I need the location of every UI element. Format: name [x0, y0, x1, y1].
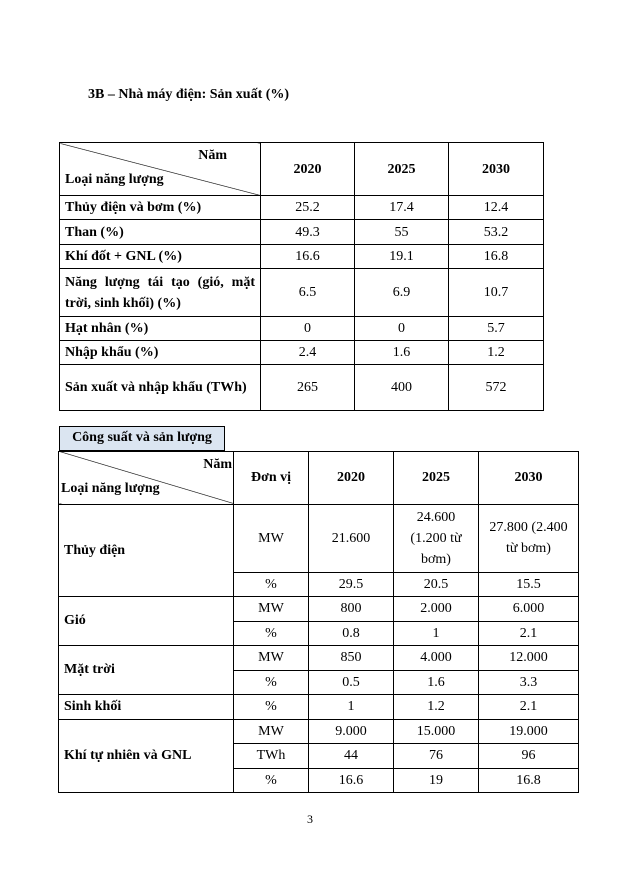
table-cell: 12.4 — [449, 196, 544, 220]
table-cell: 16.8 — [449, 245, 544, 269]
group-label: Mặt trời — [59, 645, 234, 694]
group-label: Gió — [59, 596, 234, 645]
diagonal-header-cell — [60, 143, 261, 196]
table-cell: 53.2 — [449, 220, 544, 245]
table-row — [59, 596, 579, 621]
header-type-label: Loại năng lượng — [61, 480, 160, 496]
table-cell: 3.3 — [479, 670, 579, 694]
table-cell: 29.5 — [309, 572, 394, 596]
unit-cell: MW — [234, 596, 309, 621]
year-header: 2020 — [309, 451, 394, 504]
table-cell: 2.1 — [479, 694, 579, 719]
table-cell: 1 — [309, 694, 394, 719]
table-cell: 15.000 — [394, 719, 479, 743]
row-label: Hạt nhân (%) — [60, 317, 261, 341]
year-header: 2030 — [449, 143, 544, 196]
capacity-output-table — [58, 427, 579, 793]
table-cell: 17.4 — [355, 196, 449, 220]
table-cell: 25.2 — [261, 196, 355, 220]
row-label: Thủy điện và bơm (%) — [60, 196, 261, 220]
table-cell: 10.7 — [449, 269, 544, 317]
row-label: Năng lượng tái tạo (gió, mặt trời, sinh khối) (%) — [60, 269, 261, 317]
table-cell: 850 — [309, 645, 394, 670]
table-cell: 800 — [309, 596, 394, 621]
table-row — [60, 196, 544, 220]
header-type-label: Loại năng lượng — [65, 172, 164, 187]
table-cell: 2.4 — [261, 341, 355, 365]
section-title: 3B – Nhà máy điện: Sản xuất (%) — [88, 87, 290, 102]
unit-cell: % — [234, 621, 309, 645]
table-cell: 9.000 — [309, 719, 394, 743]
table-row — [59, 504, 579, 572]
table-row — [60, 365, 544, 411]
table-cell: 15.5 — [479, 572, 579, 596]
table-header-row — [59, 451, 579, 504]
unit-cell: MW — [234, 645, 309, 670]
unit-cell: % — [234, 694, 309, 719]
table-cell: 2.000 — [394, 596, 479, 621]
table-row — [60, 220, 544, 245]
diagonal-header-cell — [59, 451, 234, 504]
table-cell: 1 — [394, 621, 479, 645]
table-cell: 6.9 — [355, 269, 449, 317]
table-cell: 4.000 — [394, 645, 479, 670]
table-cell: 19.1 — [355, 245, 449, 269]
table-cell: 55 — [355, 220, 449, 245]
table-row — [60, 269, 544, 317]
row-label: Sản xuất và nhập khẩu (TWh) — [60, 365, 261, 411]
table-cell: 0.8 — [309, 621, 394, 645]
table-cell: 16.8 — [479, 768, 579, 792]
table-row — [59, 645, 579, 670]
table-cell: 12.000 — [479, 645, 579, 670]
table-row — [60, 341, 544, 365]
year-header: 2020 — [261, 143, 355, 196]
unit-cell: % — [234, 670, 309, 694]
table-row — [59, 719, 579, 743]
table-cell: 19.000 — [479, 719, 579, 743]
table-row — [59, 694, 579, 719]
table-cell: 1.6 — [394, 670, 479, 694]
row-label: Khí đốt + GNL (%) — [60, 245, 261, 269]
table-cell: 1.2 — [449, 341, 544, 365]
table-cell: 44 — [309, 743, 394, 768]
table-row — [60, 317, 544, 341]
year-header: 2025 — [355, 143, 449, 196]
table-cell: 2.1 — [479, 621, 579, 645]
page-number: 3 — [307, 812, 313, 826]
year-header: 2030 — [479, 451, 579, 504]
group-label: Thủy điện — [59, 504, 234, 596]
table-cell: 49.3 — [261, 220, 355, 245]
table-cell: 1.2 — [394, 694, 479, 719]
table-cell: 16.6 — [261, 245, 355, 269]
production-share-table — [59, 142, 544, 411]
table-caption: Công suất và sản lượng — [59, 426, 225, 451]
row-label: Nhập khẩu (%) — [60, 341, 261, 365]
table-cell: 0 — [261, 317, 355, 341]
table-cell: 21.600 — [309, 504, 394, 572]
table-cell: 27.800 (2.400 từ bơm) — [479, 504, 579, 572]
unit-cell: MW — [234, 719, 309, 743]
group-label: Sinh khối — [59, 694, 234, 719]
table-cell: 6.5 — [261, 269, 355, 317]
table-cell: 19 — [394, 768, 479, 792]
table-cell: 0 — [355, 317, 449, 341]
unit-cell: TWh — [234, 743, 309, 768]
unit-cell: MW — [234, 504, 309, 572]
table-cell: 1.6 — [355, 341, 449, 365]
table-cell: 400 — [355, 365, 449, 411]
table-cell: 96 — [479, 743, 579, 768]
table-cell: 6.000 — [479, 596, 579, 621]
table-cell: 265 — [261, 365, 355, 411]
table-row — [60, 245, 544, 269]
table-cell: 20.5 — [394, 572, 479, 596]
group-label: Khí tự nhiên và GNL — [59, 719, 234, 792]
table-cell: 24.600 (1.200 từ bơm) — [394, 504, 479, 572]
table-cell: 572 — [449, 365, 544, 411]
unit-cell: % — [234, 572, 309, 596]
unit-header: Đơn vị — [234, 451, 309, 504]
table-cell: 16.6 — [309, 768, 394, 792]
header-year-label: Năm — [198, 148, 227, 163]
row-label: Than (%) — [60, 220, 261, 245]
table-cell: 5.7 — [449, 317, 544, 341]
header-year-label: Năm — [203, 456, 232, 472]
year-header: 2025 — [394, 451, 479, 504]
table-header-row — [60, 143, 544, 196]
table-cell: 0.5 — [309, 670, 394, 694]
unit-cell: % — [234, 768, 309, 792]
table-cell: 76 — [394, 743, 479, 768]
